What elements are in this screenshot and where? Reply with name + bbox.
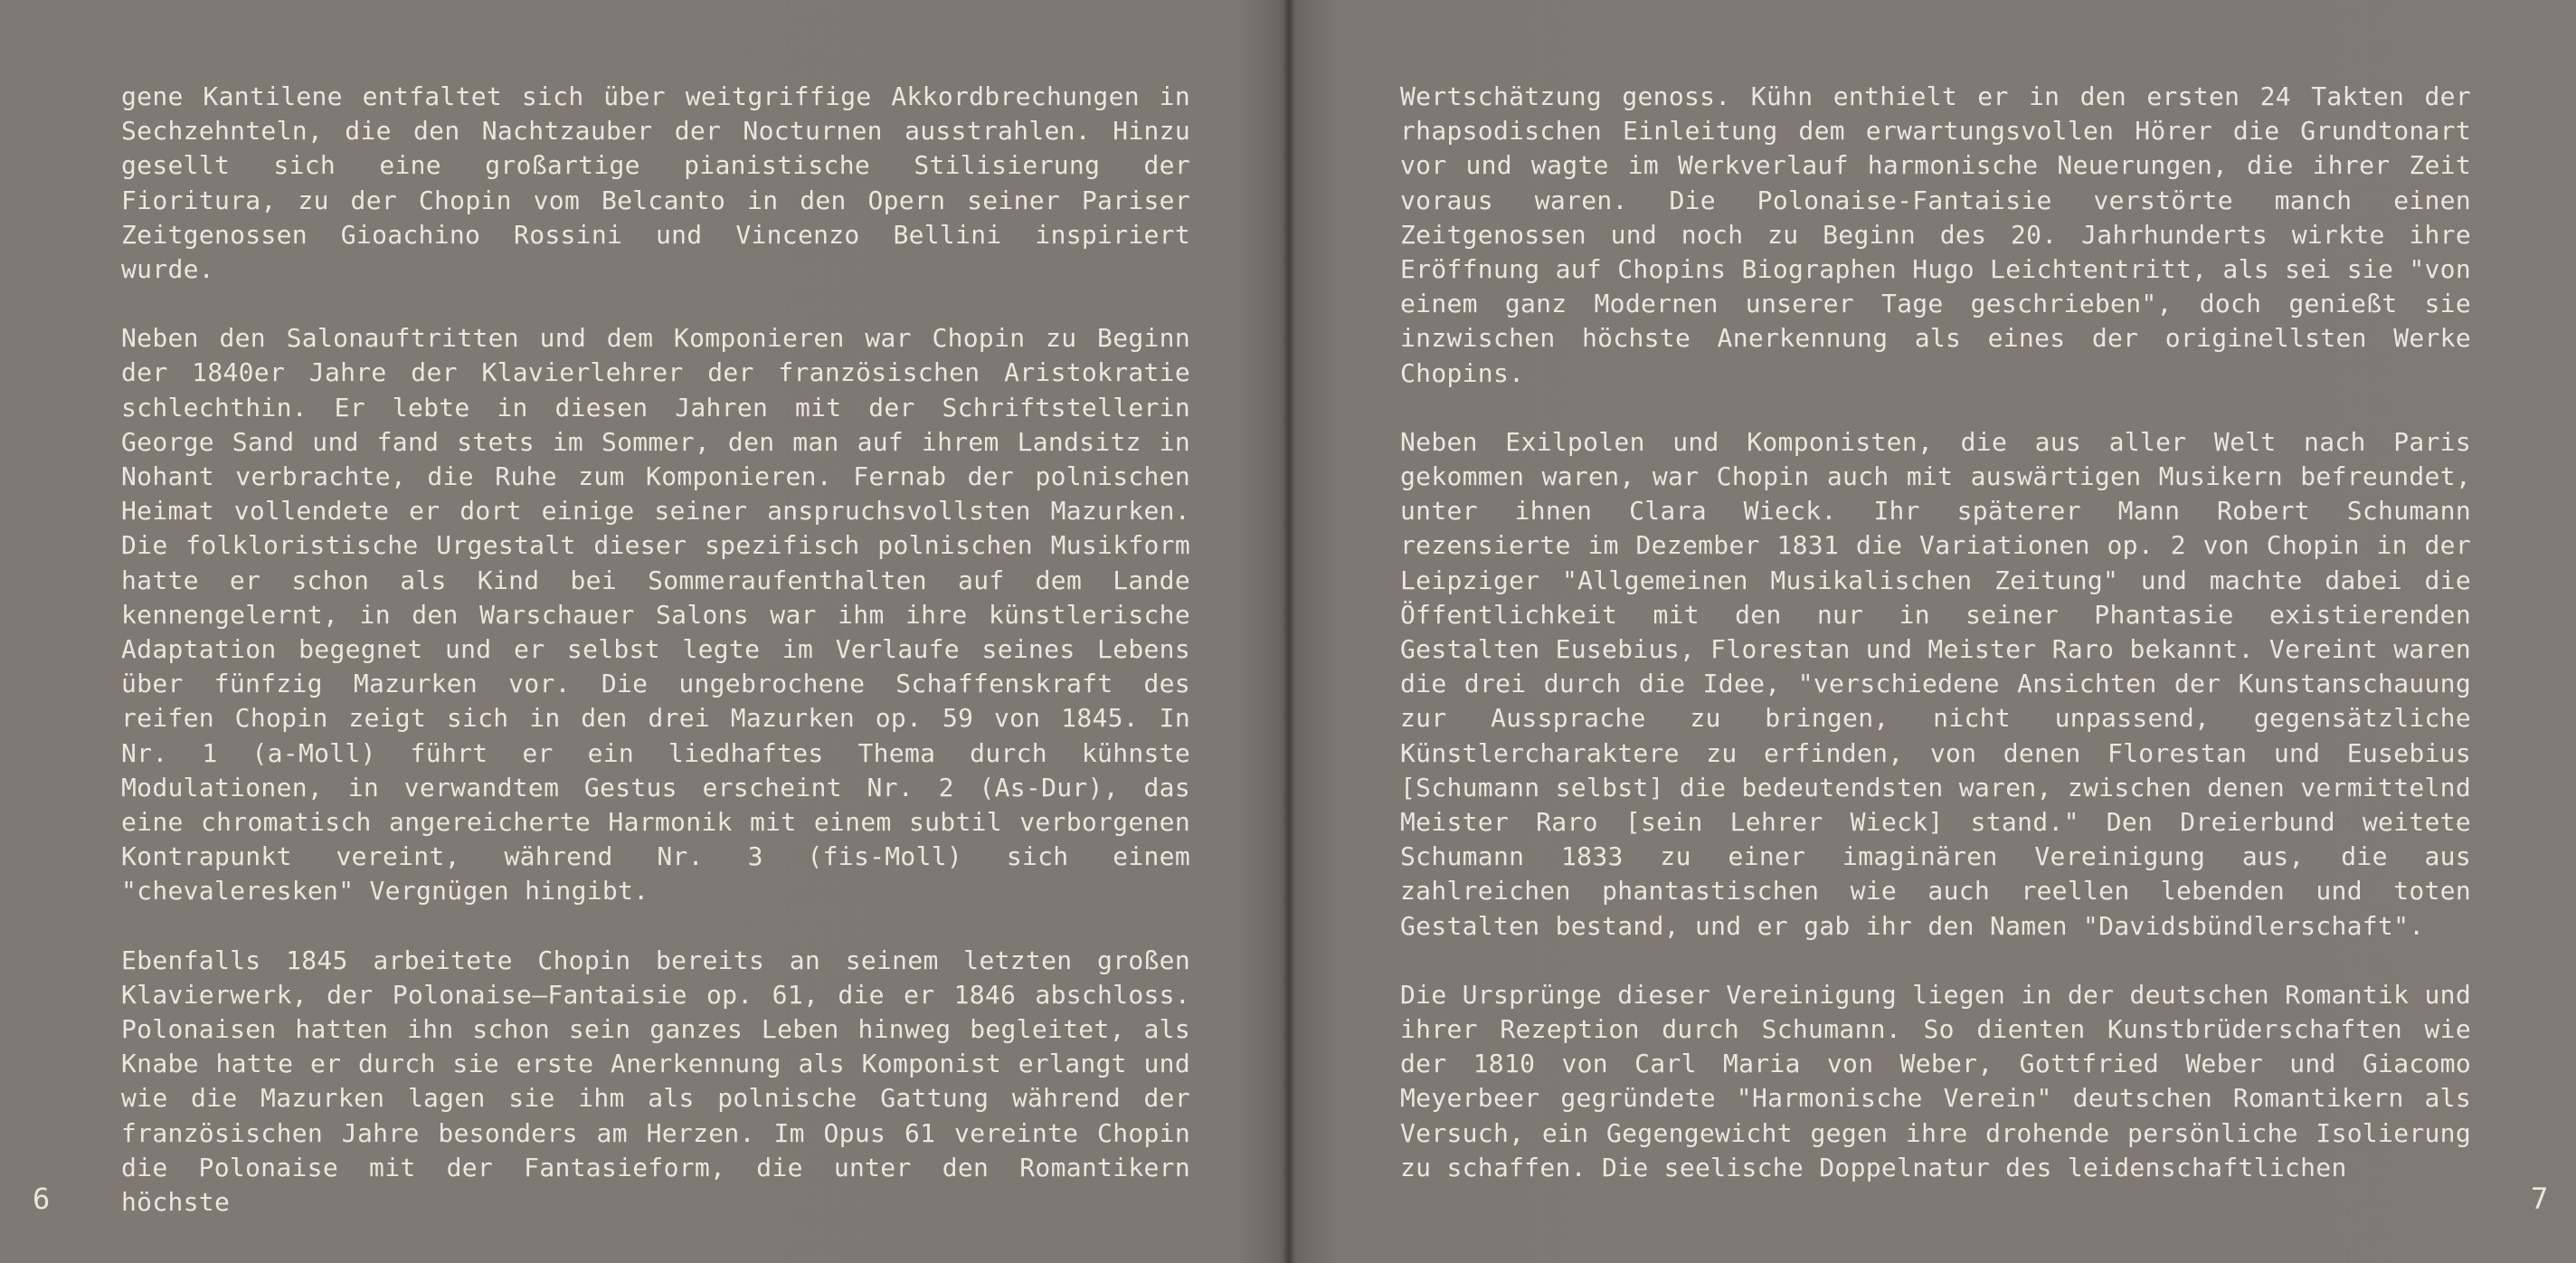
left-paragraph-1: gene Kantilene entfaltet sich über weitgriffige Akkordbrechungen in Sechzehnteln, die den Nachtzauber der Nocturnen ausstrahlen. Hinzu gesellt sich eine großartige pianistische Stilisierung der Fioritura, zu der Chopin vom Belcanto in den Opern seiner Pariser Zeitgenossen Gioachino Rossini und Vincenzo Bellini inspiriert wurde. [121,81,1190,285]
right-page [1293,0,2576,1263]
right-paragraph-1: Wertschätzung genoss. Kühn enthielt er in den ersten 24 Takten der rhapsodischen Einleitung dem erwartungsvollen Hörer die Grundtonart vor und wagte im Werkverlauf harmonische Neuerungen, die ihrer Zeit voraus waren. Die Polonaise-Fantaisie verstörte manch einen Zeitgenossen und noch zu Beginn des 20. Jahrhunderts wirkte ihre Eröffnung auf Chopins Biographen Hugo Leichtentritt, als sei sie "von einem ganz Modernen unserer Tage geschrieben", doch genießt sie inzwischen höchste Anerkennung als eines der originellsten Werke Chopins. [1400,81,2471,388]
right-page-number: 7 [2531,1182,2549,1216]
right-paragraph-2: Neben Exilpolen und Komponisten, die aus aller Welt nach Paris gekommen waren, war Chopin auch mit auswärtigen Musikern befreundet, unter ihnen Clara Wieck. Ihr späterer Mann Robert Schumann rezensierte im Dezember 1831 die Variationen op. 2 von Chopin in der Leipziger "Allgemeinen Musikalischen Zeitung" und machte dabei die Öffentlichkeit mit den nur in seiner Phantasie existierenden Gestalten Eusebius, Florestan und Meister Raro bekannt. Vereint waren die drei durch die Idee, "verschiedene Ansichten der Kunstanschauung zur Aussprache zu bringen, nicht unpassend, gegensätzliche Künstlercharaktere zu erfinden, von denen Florestan und Eusebius [Schumann selbst] die bedeutendsten waren, zwischen denen vermittelnd Meister Raro [sein Lehrer Wieck] stand." Den Dreierbund weitete Schumann 1833 zu einer imaginären Vereinigung aus, die aus zahlreichen phantastischen wie auch reellen lebenden und toten Gestalten bestand, und er gab ihr den Namen "Davidsbündlerschaft". [1400,426,2471,941]
right-paragraph-3: Die Ursprünge dieser Vereinigung liegen in der deutschen Romantik und ihrer Rezeption durch Schumann. So dienten Kunstbrüderschaften wie der 1810 von Carl Maria von Weber, Gottfried Weber und Giacomo Meyerbeer gegründete "Harmonische Verein" deutschen Romantikern als Versuch, ein Gegengewicht gegen ihre drohende persönliche Isolierung zu schaffen. Die seelische Doppelnatur des leidenschaftlichen [1400,979,2471,1182]
left-paragraph-3: Ebenfalls 1845 arbeitete Chopin bereits an seinem letzten großen Klavierwerk, der Polonaise—Fantaisie op. 61, die er 1846 abschloss. Polonaisen hatten ihn schon sein ganzes Leben hinweg begleitet, als Knabe hatte er durch sie erste Anerkennung als Komponist erlangt und wie die Mazurken lagen sie ihm als polnische Gattung während der französischen Jahre besonders am Herzen. Im Opus 61 vereinte Chopin die Polonaise mit der Fantasieform, die unter den Romantikern höchste [121,945,1190,1218]
left-page-text [121,80,1190,1254]
left-page-number: 6 [33,1182,51,1216]
right-page-text [1400,80,2471,1220]
left-paragraph-2: Neben den Salonauftritten und dem Komponieren war Chopin zu Beginn der 1840er Jahre der Klavierlehrer der französischen Aristokratie schlechthin. Er lebte in diesen Jahren mit der Schriftstellerin George Sand und fand stets im Sommer, den man auf ihrem Landsitz in Nohant verbrachte, die Ruhe zum Komponieren. Fernab der polnischen Heimat vollendete er dort einige seiner anspruchsvollsten Mazurken. Die folkloristische Urgestalt dieser spezifisch polnischen Musikform hatte er schon als Kind bei Sommeraufenthalten auf dem Lande kennengelernt, in den Warschauer Salons war ihm ihre künstlerische Adaptation begegnet und er selbst legte im Verlaufe seines Lebens über fünfzig Mazurken vor. Die ungebrochene Schaffenskraft des reifen Chopin zeigt sich in den drei Mazurken op. 59 von 1845. In Nr. 1 (a-Moll) führt er ein liedhaftes Thema durch kühnste Modulationen, in verwandtem Gestus erscheint Nr. 2 (As-Dur), das eine chromatisch angereicherte Harmonik mit einem subtil verborgenen Kontrapunkt vereint, während Nr. 3 (fis-Moll) sich einem "chevaleresken" Vergnügen hingibt. [121,323,1190,907]
left-page [0,0,1284,1263]
